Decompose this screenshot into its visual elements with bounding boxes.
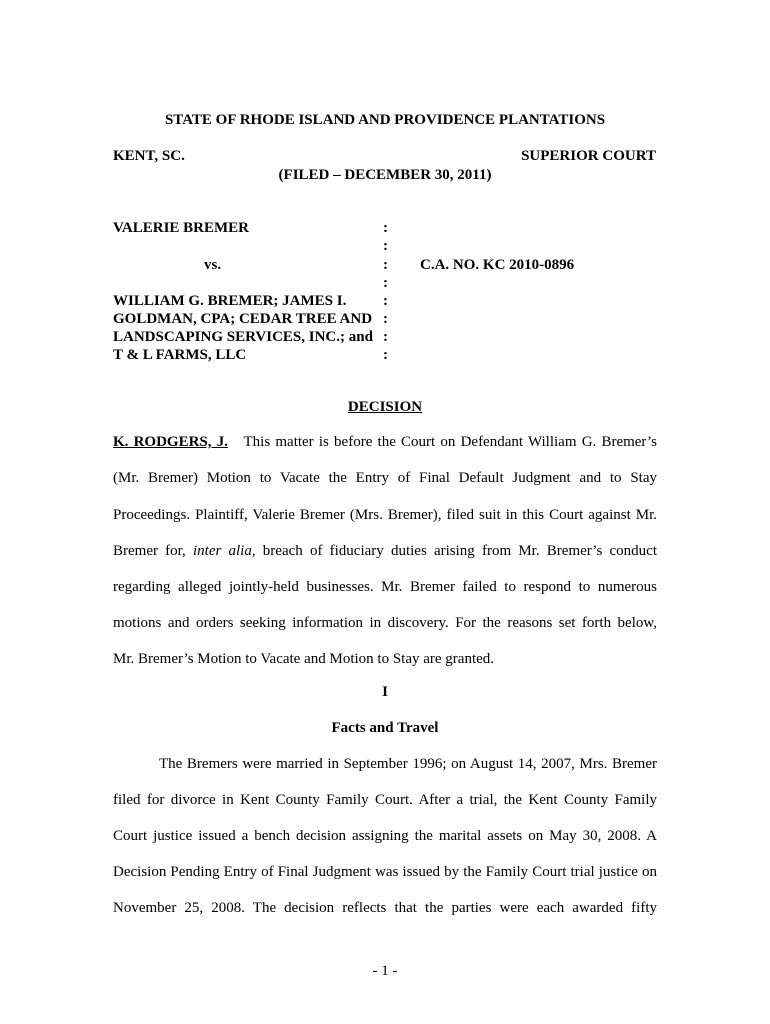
facts-line-3: Court justice issued a bench decision assigning the marital assets on May 30, 2008. A bbox=[113, 828, 657, 844]
opening-line-4 bbox=[113, 542, 657, 560]
opening-line-5: regarding alleged jointly-held businesses. Mr. Bremer failed to respond to numerous bbox=[113, 579, 657, 595]
caption-colon: : bbox=[383, 257, 388, 273]
decision-title-text: DECISION bbox=[347, 399, 423, 415]
opening-line-7: Mr. Bremer’s Motion to Vacate and Motion to Stay are granted. bbox=[113, 651, 495, 667]
opening-line-1 bbox=[113, 433, 657, 451]
facts-line-5: November 25, 2008. The decision reflects that the parties were each awarded fifty bbox=[113, 900, 657, 916]
versus-label: vs. bbox=[204, 257, 222, 273]
facts-line-2: filed for divorce in Kent County Family Court. After a trial, the Kent County Family bbox=[113, 792, 657, 808]
caption-colon: : bbox=[383, 238, 388, 254]
facts-line-4: Decision Pending Entry of Final Judgment was issued by the Family Court trial justice on bbox=[113, 864, 657, 880]
defendant-line: WILLIAM G. BREMER; JAMES I. bbox=[113, 293, 347, 309]
caption-colon: : bbox=[383, 220, 388, 236]
opening-line-4-post: , breach of fiduciary duties arising from Mr. Bremer’s conduct bbox=[251, 543, 657, 559]
defendant-line: GOLDMAN, CPA; CEDAR TREE AND bbox=[113, 311, 373, 327]
caption-colon: : bbox=[383, 347, 388, 363]
court-name: SUPERIOR COURT bbox=[521, 148, 656, 164]
opening-line-2: (Mr. Bremer) Motion to Vacate the Entry of Final Default Judgment and to Stay bbox=[113, 470, 657, 486]
opening-line-6: motions and orders seeking information in discovery. For the reasons set forth below, bbox=[113, 615, 657, 631]
caption-colon: : bbox=[383, 293, 388, 309]
latin-phrase: inter alia bbox=[193, 543, 252, 559]
facts-line-1: The Bremers were married in September 1996; on August 14, 2007, Mrs. Bremer bbox=[159, 756, 657, 772]
opening-line-4-pre: Bremer for, bbox=[113, 543, 193, 559]
section-title: Facts and Travel bbox=[331, 720, 439, 736]
case-number: C.A. NO. KC 2010-0896 bbox=[420, 257, 575, 273]
caption-colon: : bbox=[383, 275, 388, 291]
section-number: I bbox=[382, 684, 388, 700]
caption-colon: : bbox=[383, 329, 388, 345]
defendant-line: LANDSCAPING SERVICES, INC.; and bbox=[113, 329, 373, 345]
court-state-heading: STATE OF RHODE ISLAND AND PROVIDENCE PLANTATIONS bbox=[164, 112, 606, 128]
county-label: KENT, SC. bbox=[113, 148, 185, 164]
page-number: - 1 - bbox=[372, 963, 398, 979]
opening-line-3: Proceedings. Plaintiff, Valerie Bremer (Mrs. Bremer), filed suit in this Court against Mr. bbox=[113, 507, 657, 523]
decision-title bbox=[0, 398, 770, 416]
plaintiff-name: VALERIE BREMER bbox=[113, 220, 250, 236]
opening-text: This matter is before the Court on Defendant William G. Bremer’s bbox=[243, 434, 657, 450]
filed-date: (FILED – DECEMBER 30, 2011) bbox=[278, 167, 492, 183]
caption-colon: : bbox=[383, 311, 388, 327]
judge-name: K. RODGERS, J. bbox=[113, 434, 228, 450]
defendant-line: T & L FARMS, LLC bbox=[113, 347, 247, 363]
